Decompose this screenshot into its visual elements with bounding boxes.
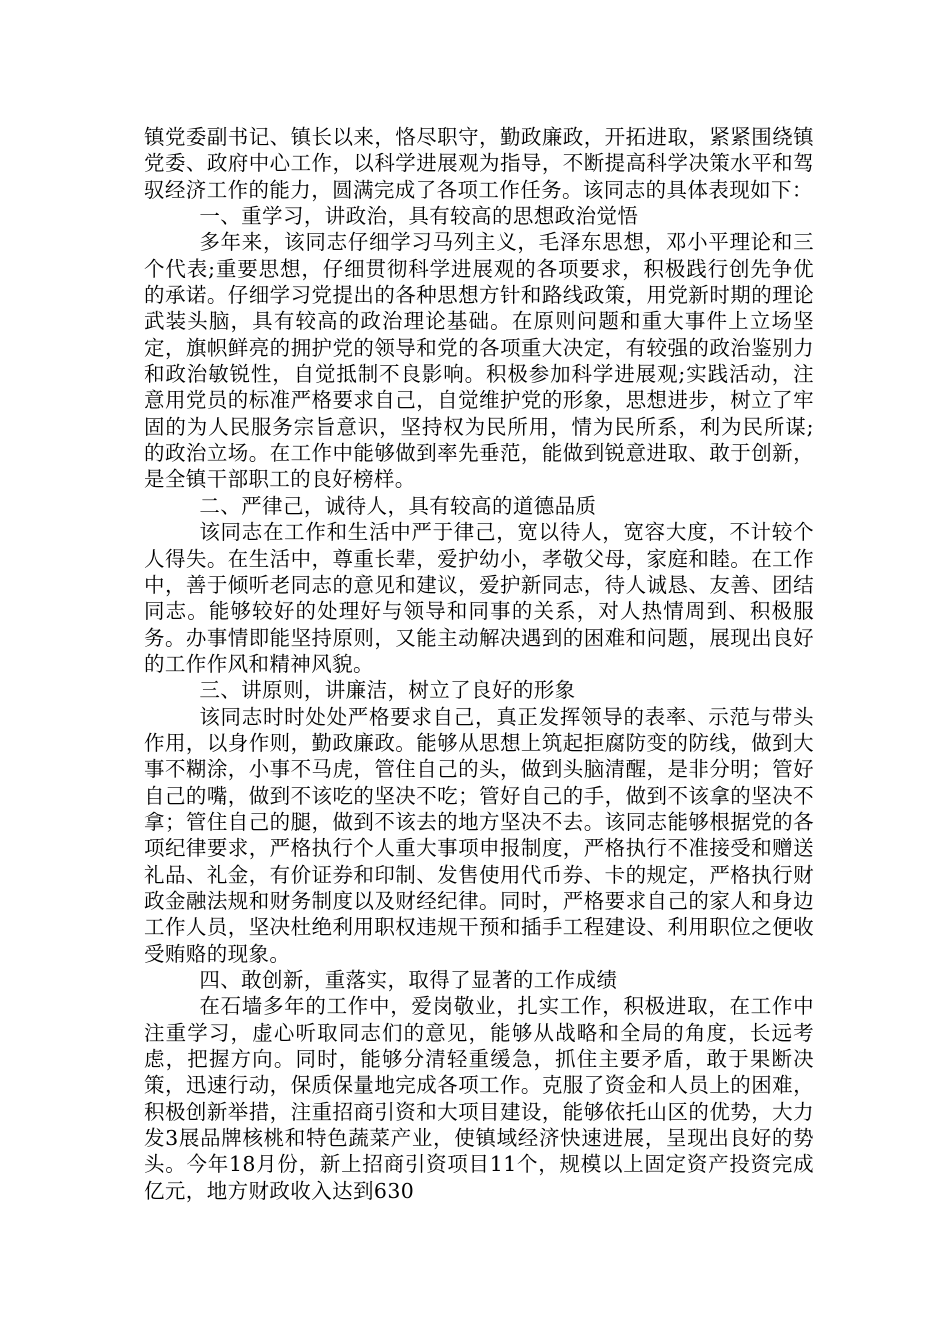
section-paragraph-3: 该同志时时处处严格要求自己，真正发挥领导的表率、示范与带头作用，以身作则，勤政廉政。能够从思想上筑起拒腐防变的防线，做到大事不糊涂，小事不马虎，管住自己的头，做到头脑清醒，是非分明；管好自己的嘴，做到不该吃的坚决不吃；管好自己的手，做到不该拿的坚决不拿；管住自己的腿，做到不该去的地方坚决不去。该同志能够根据党的各项纪律要求，严格执行个人重大事项申报制度，严格执行不准接受和赠送礼品、礼金，有价证券和印制、发售使用代币券、卡的规定，严格执行财政金融法规和财务制度以及财经纪律。同时，严格要求自己的家人和身边工作人员，坚决杜绝利用职权违规干预和插手工程建设、利用职位之便收受贿赂的现象。 [144,704,814,966]
section-paragraph-1: 多年来，该同志仔细学习马列主义，毛泽东思想，邓小平理论和三个代表;重要思想，仔细贯彻科学进展观的各项要求，积极践行创先争优的承诺。仔细学习党提出的各种思想方针和路线政策，用党新时期的理论武装头脑，具有较高的政治理论基础。在原则问题和重大事件上立场坚定，旗帜鲜亮的拥护党的领导和党的各项重大决定，有较强的政治鉴别力和政治敏锐性，自觉抵制不良影响。积极参加科学进展观;实践活动，注意用党员的标准严格要求自己，自觉维护党的形象，思想进步，树立了牢固的为人民服务宗旨意识，坚持权为民所用，情为民所系，利为民所谋;的政治立场。在工作中能够做到率先垂范，能做到锐意进取、敢于创新，是全镇干部职工的良好榜样。 [144,230,814,492]
section-paragraph-4: 在石墙多年的工作中，爱岗敬业，扎实工作，积极进取，在工作中注重学习，虚心听取同志们的意见，能够从战略和全局的角度，长远考虑，把握方向。同时，能够分清轻重缓急，抓住主要矛盾，敢于果断决策，迅速行动，保质保量地完成各项工作。克服了资金和人员上的困难，积极创新举措，注重招商引资和大项目建设，能够依托山区的优势，大力发3展品牌核桃和特色蔬菜产业，使镇域经济快速进展，呈现出良好的势头。今年18月份，新上招商引资项目11个，规模以上固定资产投资完成亿元，地方财政收入达到630 [144,994,814,1203]
document-body [144,124,814,1204]
section-heading-4: 四、敢创新，重落实，取得了显著的工作成绩 [199,968,618,992]
section-paragraph-2: 该同志在工作和生活中严于律己，宽以待人，宽容大度，不计较个人得失。在生活中，尊重长辈，爱护幼小，孝敬父母，家庭和睦。在工作中，善于倾听老同志的意见和建议，爱护新同志，待人诚恳、友善、团结同志。能够较好的处理好与领导和同事的关系，对人热情周到、积极服务。办事情即能坚持原则，又能主动解决遇到的困难和问题，展现出良好的工作作风和精神风貌。 [144,520,814,676]
section-heading-3: 三、讲原则，讲廉洁，树立了良好的形象 [199,678,576,703]
section-heading-1: 一、重学习，讲政治，具有较高的思想政治觉悟 [199,204,639,229]
section-heading-2: 二、严律己，诚待人，具有较高的道德品质 [199,493,597,518]
intro-paragraph: 镇党委副书记、镇长以来，恪尽职守，勤政廉政，开拓进取，紧紧围绕镇党委、政府中心工作，以科学进展观为指导，不断提高科学决策水平和驾驭经济工作的能力，圆满完成了各项工作任务。该同志的具体表现如下： [144,125,814,202]
